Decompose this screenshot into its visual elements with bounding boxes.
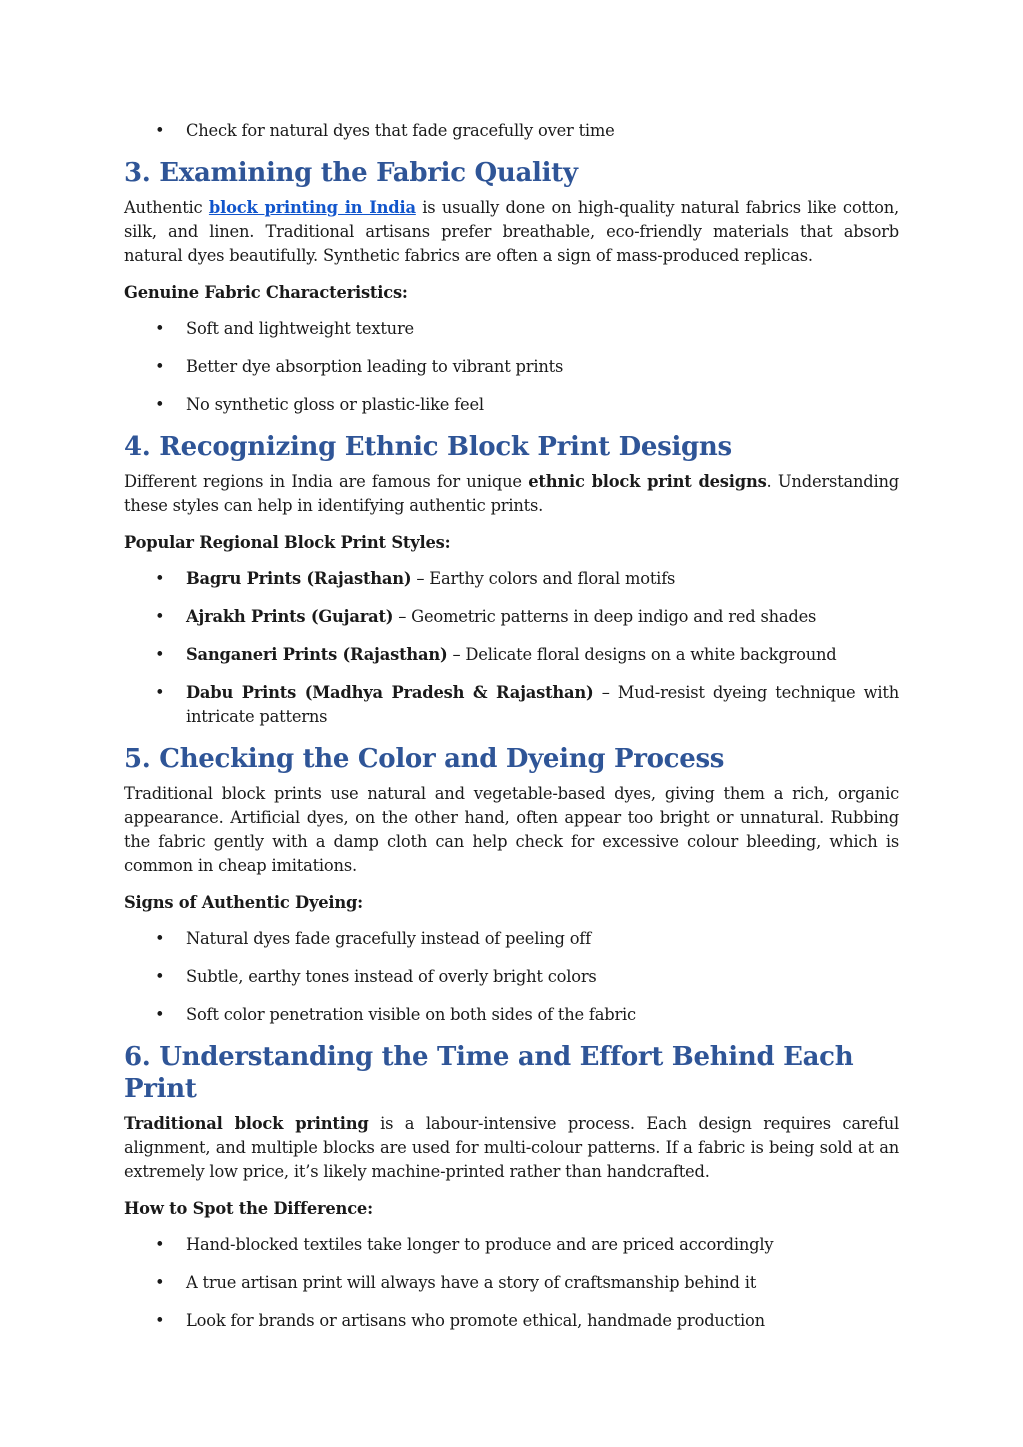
bullet-icon: • [155,683,165,702]
section-subheading: How to Spot the Difference: [124,1199,373,1218]
section-paragraph: Different regions in India are famous for unique ethnic block print designs. Understanding these styles can help in identifying authentic prints. [124,472,899,515]
intro-bullet-list [124,119,899,143]
bullet-icon: • [155,569,165,588]
section-paragraph: Traditional block prints use natural and vegetable-based dyes, giving them a rich, organic appearance. Artificial dyes, on the other hand, often appear too bright or unnatural. Rubbing the fabric gently with a damp cloth can help check for excessive colour bleeding, which is common in cheap imitations. [124,784,899,875]
bullet-icon: • [155,645,165,664]
bullet-icon: • [155,1273,165,1292]
list-item: • Soft and lightweight texture [124,317,899,341]
document-content [124,119,899,1333]
section-paragraph: Traditional block printing is a labour-intensive process. Each design requires careful alignment, and multiple blocks are used for multi-colour patterns. If a fabric is being sold at an extremely low price, it’s likely machine-printed rather than handcrafted. [124,1114,899,1181]
list-item: • Soft color penetration visible on both sides of the fabric [124,1003,899,1027]
bullet-icon: • [155,1311,165,1330]
list-item: • Ajrakh Prints (Gujarat) – Geometric patterns in deep indigo and red shades [124,605,899,629]
bullet-icon: • [155,1235,165,1254]
list-item: • A true artisan print will always have a story of craftsmanship behind it [124,1271,899,1295]
bullet-icon: • [155,607,165,626]
list-item: • Check for natural dyes that fade gracefully over time [124,119,899,143]
list-item: • Sanganeri Prints (Rajasthan) – Delicate floral designs on a white background [124,643,899,667]
bullet-icon: • [155,121,165,140]
bullet-icon: • [155,357,165,376]
block-printing-link[interactable]: block printing in India [208,198,416,217]
section-paragraph: Authentic block printing in India is usually done on high-quality natural fabrics like cotton, silk, and linen. Traditional artisans prefer breathable, eco-friendly materials that absorb natural dyes beautifully. Synthetic fabrics are often a sign of mass-produced replicas. [124,198,899,265]
section-heading-time-effort: 6. Understanding the Time and Effort Behind Each Print [124,1042,854,1104]
section-subheading: Signs of Authentic Dyeing: [124,893,363,912]
list-item: • Look for brands or artisans who promote ethical, handmade production [124,1309,899,1333]
section-heading-ethnic-designs: 4. Recognizing Ethnic Block Print Designs [124,432,732,462]
section-subheading: Genuine Fabric Characteristics: [124,283,408,302]
difference-list [124,1233,899,1333]
dyeing-signs-list [124,927,899,1027]
section-subheading: Popular Regional Block Print Styles: [124,533,451,552]
fabric-characteristics-list [124,317,899,417]
bullet-icon: • [155,395,165,414]
list-item: • Better dye absorption leading to vibrant prints [124,355,899,379]
regional-styles-list [124,567,899,729]
list-item: • Bagru Prints (Rajasthan) – Earthy colors and floral motifs [124,567,899,591]
list-item: • No synthetic gloss or plastic-like feel [124,393,899,417]
list-item: • Hand-blocked textiles take longer to produce and are priced accordingly [124,1233,899,1257]
list-item: • Subtle, earthy tones instead of overly bright colors [124,965,899,989]
bullet-icon: • [155,1005,165,1024]
list-item: • Natural dyes fade gracefully instead of peeling off [124,927,899,951]
section-heading-fabric-quality: 3. Examining the Fabric Quality [124,158,578,188]
bullet-icon: • [155,929,165,948]
list-item: • Dabu Prints (Madhya Pradesh & Rajasthan) – Mud-resist dyeing technique with intricate patterns [155,683,899,726]
bullet-icon: • [155,967,165,986]
section-heading-color-dyeing: 5. Checking the Color and Dyeing Process [124,744,725,774]
bullet-icon: • [155,319,165,338]
